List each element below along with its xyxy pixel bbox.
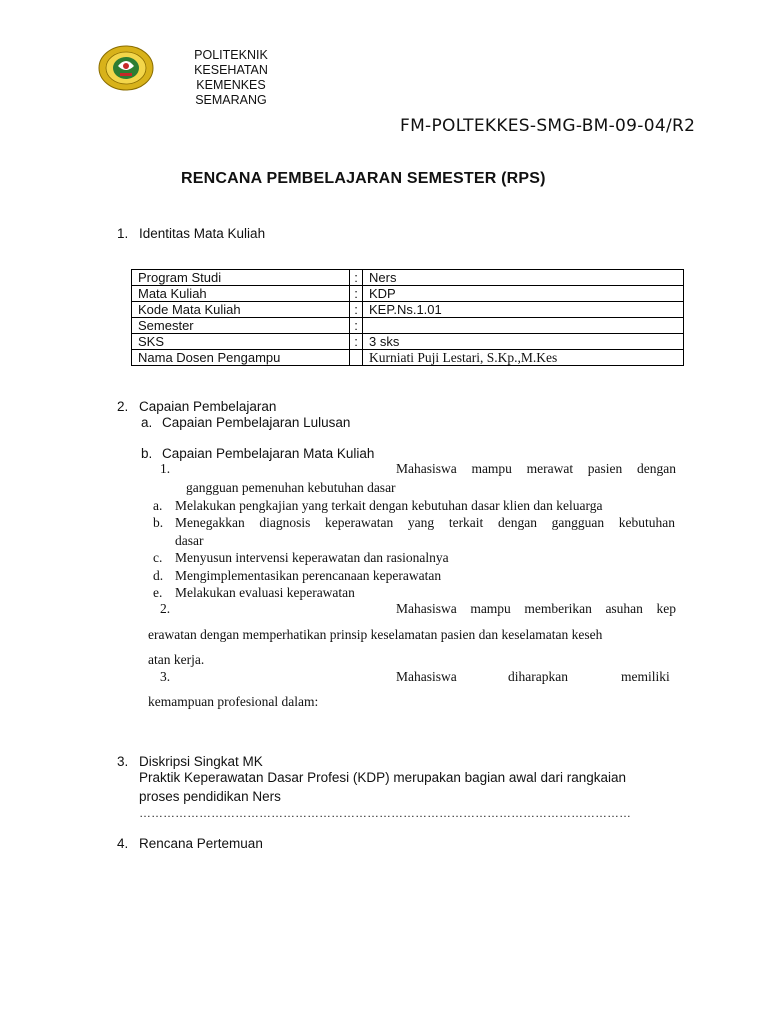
cpmk-sub-text: Menyusun intervensi keperawatan dan rasionalnya bbox=[175, 550, 449, 565]
table-cell-label: Kode Mata Kuliah bbox=[132, 302, 350, 318]
identity-table bbox=[131, 269, 684, 366]
table-cell-value: KEP.Ns.1.01 bbox=[363, 302, 684, 318]
table-cell-colon: : bbox=[350, 286, 363, 302]
section-2-number: 2. bbox=[117, 399, 129, 414]
cpmk-sub-text: Mengimplementasikan perencanaan keperawatan bbox=[175, 568, 442, 583]
cpmk-item-3-word: diharapkan bbox=[508, 669, 568, 684]
section-2a-text: Capaian Pembelajaran Lulusan bbox=[162, 415, 351, 430]
section-4-heading: Rencana Pertemuan bbox=[139, 836, 263, 851]
table-cell-value: 3 sks bbox=[363, 334, 684, 350]
table-cell-colon: : bbox=[350, 334, 363, 350]
table-row bbox=[132, 318, 684, 334]
cpmk-item-3-word: memiliki bbox=[621, 669, 670, 684]
cpmk-sub-text: Melakukan pengkajian yang terkait dengan kebutuhan dasar klien dan keluarga bbox=[175, 498, 603, 513]
cpmk-item-1-text: Mahasiswa mampu merawat pasien dengan bbox=[396, 461, 676, 476]
section-2a-letter: a. bbox=[141, 415, 153, 430]
table-row bbox=[132, 350, 684, 366]
section-3-description: Praktik Keperawatan Dasar Profesi (KDP) merupakan bagian awal dari rangkaian bbox=[139, 770, 626, 785]
institution-line: KESEHATAN bbox=[194, 63, 268, 77]
table-cell-label: Nama Dosen Pengampu bbox=[132, 350, 350, 366]
form-code: FM-POLTEKKES-SMG-BM-09-04/R2 bbox=[400, 116, 696, 136]
section-1-number: 1. bbox=[117, 226, 129, 241]
cpmk-sub-letter: e. bbox=[153, 585, 163, 600]
cpmk-sub-letter: c. bbox=[153, 550, 163, 565]
cpmk-item-1-text-continued: gangguan pemenuhan kebutuhan dasar bbox=[186, 480, 396, 495]
table-cell-value bbox=[363, 318, 684, 334]
table-row bbox=[132, 286, 684, 302]
table-cell-value: Ners bbox=[363, 270, 684, 286]
cpmk-sub-letter: d. bbox=[153, 568, 164, 583]
document-title: RENCANA PEMBELAJARAN SEMESTER (RPS) bbox=[181, 170, 546, 187]
section-1-heading: Identitas Mata Kuliah bbox=[139, 226, 266, 241]
cpmk-item-2-number: 2. bbox=[160, 601, 171, 616]
table-row bbox=[132, 270, 684, 286]
cpmk-item-2-text-end: atan kerja. bbox=[148, 652, 205, 667]
table-cell-value: Kurniati Puji Lestari, S.Kp.,M.Kes bbox=[363, 350, 684, 366]
table-row bbox=[132, 334, 684, 350]
table-cell-label: SKS bbox=[132, 334, 350, 350]
table-cell-label: Mata Kuliah bbox=[132, 286, 350, 302]
table-cell-colon: : bbox=[350, 270, 363, 286]
section-3-heading: Diskripsi Singkat MK bbox=[139, 754, 263, 769]
table-cell-value: KDP bbox=[363, 286, 684, 302]
section-3-description-continued: proses pendidikan Ners bbox=[139, 789, 281, 804]
cpmk-item-2-text-continued: erawatan dengan memperhatikan prinsip keselamatan pasien dan keselamatan keseh bbox=[148, 627, 603, 642]
institution-line: POLITEKNIK bbox=[194, 48, 268, 62]
institution-seal-icon bbox=[98, 44, 154, 92]
cpmk-item-3-word: Mahasiswa bbox=[396, 669, 457, 684]
cpmk-item-3-number: 3. bbox=[160, 669, 171, 684]
table-row bbox=[132, 302, 684, 318]
table-cell-colon: : bbox=[350, 302, 363, 318]
institution-logo bbox=[98, 44, 154, 92]
cpmk-item-1-number: 1. bbox=[160, 461, 171, 476]
institution-line: SEMARANG bbox=[195, 93, 267, 107]
section-2b-text: Capaian Pembelajaran Mata Kuliah bbox=[162, 446, 375, 461]
fill-in-dots: …………………………………………………………………………………………………………… bbox=[139, 806, 631, 820]
table-cell-label: Semester bbox=[132, 318, 350, 334]
table-cell-colon bbox=[350, 350, 363, 366]
cpmk-item-2-text: Mahasiswa mampu memberikan asuhan kep bbox=[396, 601, 676, 616]
institution-line: KEMENKES bbox=[196, 78, 266, 92]
table-cell-colon: : bbox=[350, 318, 363, 334]
cpmk-sub-letter: b. bbox=[153, 515, 164, 530]
table-cell-label: Program Studi bbox=[132, 270, 350, 286]
section-4-number: 4. bbox=[117, 836, 129, 851]
cpmk-sub-letter: a. bbox=[153, 498, 163, 513]
section-2b-letter: b. bbox=[141, 446, 153, 461]
cpmk-item-3-text-continued: kemampuan profesional dalam: bbox=[148, 694, 319, 709]
cpmk-sub-text: Menegakkan diagnosis keperawatan yang terkait dengan gangguan kebutuhan bbox=[175, 515, 675, 530]
section-3-number: 3. bbox=[117, 754, 129, 769]
section-2-heading: Capaian Pembelajaran bbox=[139, 399, 277, 414]
cpmk-sub-text-continued: dasar bbox=[175, 533, 204, 548]
institution-name bbox=[191, 48, 271, 108]
cpmk-sub-text: Melakukan evaluasi keperawatan bbox=[175, 585, 355, 600]
